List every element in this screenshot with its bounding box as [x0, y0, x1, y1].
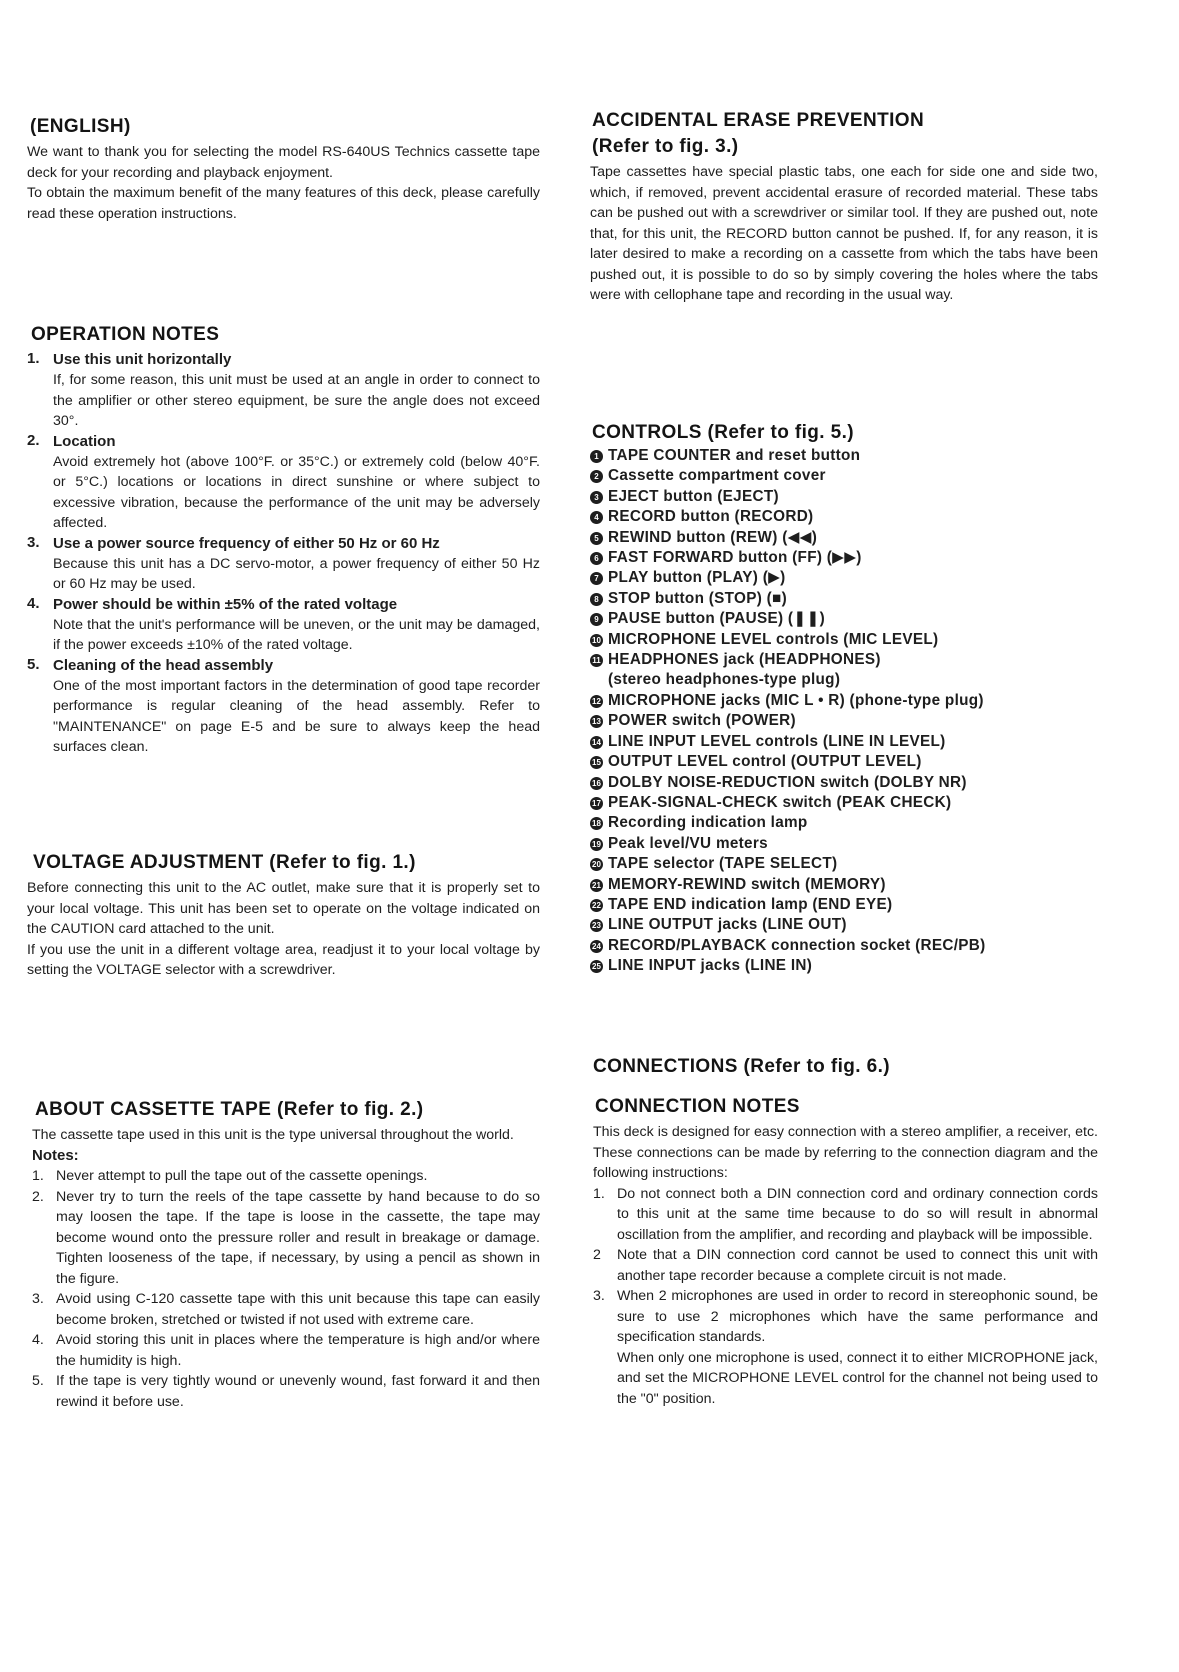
item-number: 2: [593, 1247, 601, 1263]
operation-notes-heading: OPERATION NOTES: [31, 324, 220, 345]
erase-heading: ACCIDENTAL ERASE PREVENTION: [592, 110, 925, 131]
control-item: [590, 568, 1098, 588]
control-label: TAPE END indication lamp (END EYE): [608, 895, 893, 913]
control-number: 18: [590, 817, 603, 830]
note-title: Location: [53, 432, 116, 450]
item-number: 1.: [32, 1168, 44, 1184]
cassette-note-2: [32, 1187, 540, 1290]
control-label: MICROPHONE LEVEL controls (MIC LEVEL): [608, 630, 939, 648]
connection-intro: This deck is designed for easy connection with a stereo amplifier, a receiver, etc. These connections can be made by referring to the connection diagram and the following instructions:: [593, 1124, 1098, 1181]
control-item: [590, 630, 1098, 650]
connection-note-1: [593, 1184, 1098, 1246]
control-number: 4: [590, 511, 603, 524]
operation-note-3: [27, 534, 540, 595]
item-number: 5.: [32, 1373, 44, 1389]
operation-note-5: [27, 656, 540, 758]
item-text: Never attempt to pull the tape out of the cassette openings.: [56, 1168, 428, 1184]
control-label: RECORD/PLAYBACK connection socket (REC/PB): [608, 936, 986, 954]
control-item: [590, 915, 1098, 935]
control-label: POWER switch (POWER): [608, 712, 796, 730]
connections-section: [590, 1056, 1098, 1409]
item-text: When 2 microphones are used in order to record in stereophonic sound, be sure to use 2 microphones which have the same performance and specification standards.: [617, 1288, 1098, 1345]
note-number: 5.: [27, 655, 40, 673]
control-label: FAST FORWARD button (FF) (▶▶): [608, 549, 862, 567]
note-title: Use this unit horizontally: [53, 351, 232, 368]
note-title: Power should be within ±5% of the rated voltage: [53, 595, 398, 613]
cassette-note-3: [32, 1289, 540, 1330]
left-column: [27, 0, 540, 1672]
item-text-continued: When only one microphone is used, connect it to either MICROPHONE jack, and set the MICROPHONE LEVEL control for the channel not being used to the "0" position.: [617, 1349, 1098, 1407]
control-number: 1: [590, 450, 603, 463]
operation-note-2: [27, 432, 540, 534]
control-label: Recording indication lamp: [608, 814, 808, 832]
connections-heading: CONNECTIONS (Refer to fig. 6.): [593, 1056, 891, 1077]
control-number: 9: [590, 613, 603, 626]
voltage-section: [27, 852, 540, 981]
control-item: [590, 650, 1098, 691]
control-item: [590, 834, 1098, 854]
note-number: 2.: [27, 431, 40, 449]
control-number: 13: [590, 715, 603, 728]
control-label: TAPE selector (TAPE SELECT): [608, 855, 838, 873]
item-text: Note that a DIN connection cord cannot be used to connect this unit with another tape recorder because a complete circuit is not made.: [617, 1247, 1098, 1284]
control-item: [590, 609, 1098, 629]
controls-section: [590, 422, 1098, 977]
right-column: [590, 0, 1098, 1672]
note-number: 4.: [27, 594, 40, 612]
english-paragraph-2: To obtain the maximum benefit of the many features of this deck, please carefully read these operation instructions.: [27, 185, 540, 222]
control-number: 20: [590, 858, 603, 871]
control-item: [590, 548, 1098, 568]
english-heading: (ENGLISH): [30, 116, 131, 137]
operation-note-4: [27, 595, 540, 656]
voltage-paragraph-2: If you use the unit in a different voltage area, readjust it to your local voltage by setting the VOLTAGE selector with a screwdriver.: [27, 941, 540, 978]
control-number: 10: [590, 634, 603, 647]
item-text: If the tape is very tightly wound or unevenly wound, fast forward it and then rewind it before use.: [56, 1373, 540, 1410]
control-number: 2: [590, 470, 603, 483]
control-label: PLAY button (PLAY) (▶): [608, 569, 786, 587]
control-number: 3: [590, 491, 603, 504]
control-label: TAPE COUNTER and reset button: [608, 447, 861, 464]
operation-note-1: [27, 350, 540, 432]
control-number: 11: [590, 654, 603, 667]
control-item: [590, 936, 1098, 956]
item-text: Avoid using C-120 cassette tape with this unit because this tape can easily become broken, stretched or twisted if not used with extreme care.: [56, 1291, 540, 1328]
item-number: 3.: [593, 1288, 605, 1304]
control-number: 12: [590, 695, 603, 708]
control-label: LINE INPUT LEVEL controls (LINE IN LEVEL): [608, 732, 946, 750]
control-label: LINE INPUT jacks (LINE IN): [608, 957, 813, 975]
control-label: STOP button (STOP) (■): [608, 589, 787, 607]
item-number: 3.: [32, 1291, 44, 1307]
english-paragraph-1: We want to thank you for selecting the model RS-640US Technics cassette tape deck for your recording and playback enjoyment.: [27, 144, 540, 181]
control-item: [590, 691, 1098, 711]
voltage-paragraph-1: Before connecting this unit to the AC outlet, make sure that it is properly set to your local voltage. This unit has been set to operate on the voltage indicated on the CAUTION card attached to the unit.: [27, 880, 540, 937]
control-number: 16: [590, 777, 603, 790]
control-label: DOLBY NOISE-REDUCTION switch (DOLBY NR): [608, 773, 967, 791]
control-item: [590, 466, 1098, 486]
connection-note-3: [593, 1286, 1098, 1409]
control-number: 7: [590, 572, 603, 585]
note-text: One of the most important factors in the determination of good tape recorder performance is regular cleaning of the head assembly. Refer to "MAINTENANCE" on page E-5 and be sure to always keep the head surfaces clean.: [53, 677, 540, 755]
control-number: 23: [590, 919, 603, 932]
control-item: [590, 507, 1098, 527]
control-label: PAUSE button (PAUSE) (❚❚): [608, 610, 825, 628]
control-number: 15: [590, 756, 603, 769]
control-label: OUTPUT LEVEL control (OUTPUT LEVEL): [608, 753, 922, 771]
control-number: 6: [590, 552, 603, 565]
item-number: 1.: [593, 1185, 605, 1202]
cassette-note-1: [32, 1166, 540, 1187]
note-text: Because this unit has a DC servo-motor, a power frequency of either 50 Hz or 60 Hz may be used.: [53, 555, 540, 592]
control-label: Cassette compartment cover: [608, 467, 826, 485]
connection-notes-heading: CONNECTION NOTES: [595, 1096, 800, 1117]
item-text: Avoid storing this unit in places where the temperature is high and/or where the humidity is high.: [56, 1332, 540, 1369]
control-label: MEMORY-REWIND switch (MEMORY): [608, 875, 886, 893]
erase-text: Tape cassettes have special plastic tabs, one each for side one and side two, which, if removed, prevent accidental erasure of recorded material. These tabs can be pushed out with a screwdriver or similar tool. If they are pushed out, note that, for this unit, the RECORD button cannot be pushed. If, for any reason, it is later desired to make a recording on a cassette from which the tabs have been pushed out, it is possible to do so by simply covering the holes where the tabs were with cellophane tape and recording in the usual way.: [590, 164, 1098, 303]
control-item: [590, 773, 1098, 793]
note-title: Use a power source frequency of either 50 Hz or 60 Hz: [53, 534, 440, 552]
control-item: [590, 589, 1098, 609]
english-section: [27, 116, 540, 224]
note-title: Cleaning of the head assembly: [53, 656, 274, 674]
note-text: Note that the unit's performance will be uneven, or the unit may be damaged, if the power exceeds ±10% of the rated voltage.: [53, 616, 540, 653]
control-label: EJECT button (EJECT): [608, 487, 779, 505]
control-item: [590, 813, 1098, 833]
note-number: 3.: [27, 533, 40, 551]
control-item: [590, 487, 1098, 507]
control-item: [590, 956, 1098, 976]
control-item: [590, 895, 1098, 915]
cassette-note-5: [32, 1371, 540, 1412]
control-item: [590, 732, 1098, 752]
note-number: 1.: [27, 350, 40, 367]
item-text: Never try to turn the reels of the tape cassette by hand because to do so may loosen the tape. If the tape is loose in the cassette, the tape may become wound onto the pressure roller and result in breakage or damage. Tighten looseness of the tape, if necessary, by using a pencil as shown in the figure.: [56, 1188, 540, 1287]
control-label: PEAK-SIGNAL-CHECK switch (PEAK CHECK): [608, 793, 952, 811]
control-number: 17: [590, 797, 603, 810]
controls-list: [590, 446, 1098, 977]
cassette-section: [27, 1099, 540, 1412]
note-text: If, for some reason, this unit must be used at an angle in order to connect to the amplifier or other stereo equipment, be sure the angle does not exceed 30°.: [53, 372, 540, 429]
cassette-note-4: [32, 1330, 540, 1371]
item-number: 4.: [32, 1332, 44, 1348]
connection-note-2: [593, 1245, 1098, 1286]
control-item: [590, 711, 1098, 731]
control-item: [590, 875, 1098, 895]
control-number: 21: [590, 879, 603, 892]
control-number: 8: [590, 593, 603, 606]
control-label: REWIND button (REW) (◀◀): [608, 528, 818, 546]
erase-section: [590, 110, 1098, 306]
cassette-notes-label: Notes:: [32, 1146, 79, 1164]
control-number: 25: [590, 960, 603, 973]
note-text: Avoid extremely hot (above 100°F. or 35°C.) or extremely cold (below 40°F. or 5°C.) locations or locations in direct sunshine or where subject to excessive vibration, because the performance of the unit may be adversely affected.: [53, 453, 540, 531]
item-number: 2.: [32, 1188, 44, 1205]
control-number: 5: [590, 532, 603, 545]
control-label: HEADPHONES jack (HEADPHONES): [608, 651, 881, 669]
control-sublabel: (stereo headphones-type plug): [608, 671, 841, 689]
control-item: [590, 446, 1098, 466]
control-item: [590, 854, 1098, 874]
control-label: Peak level/VU meters: [608, 834, 768, 852]
voltage-heading: VOLTAGE ADJUSTMENT (Refer to fig. 1.): [33, 852, 416, 873]
control-label: MICROPHONE jacks (MIC L • R) (phone-type plug): [608, 691, 984, 709]
control-label: LINE OUTPUT jacks (LINE OUT): [608, 916, 847, 934]
control-label: RECORD button (RECORD): [608, 508, 814, 526]
control-number: 22: [590, 899, 603, 912]
cassette-intro: The cassette tape used in this unit is the type universal throughout the world.: [32, 1127, 514, 1143]
erase-subheading: (Refer to fig. 3.): [592, 136, 739, 157]
cassette-heading: ABOUT CASSETTE TAPE (Refer to fig. 2.): [35, 1099, 424, 1120]
operation-notes-section: [27, 324, 540, 758]
control-item: [590, 752, 1098, 772]
control-item: [590, 793, 1098, 813]
control-number: 24: [590, 940, 603, 953]
control-number: 14: [590, 736, 603, 749]
item-text: Do not connect both a DIN connection cord and ordinary connection cords to this unit at the same time because to do so will result in abnormal oscillation from the amplifier, and recording and playback will be impossible.: [617, 1185, 1098, 1243]
control-number: 19: [590, 838, 603, 851]
controls-heading: CONTROLS (Refer to fig. 5.): [592, 422, 855, 443]
control-item: [590, 528, 1098, 548]
